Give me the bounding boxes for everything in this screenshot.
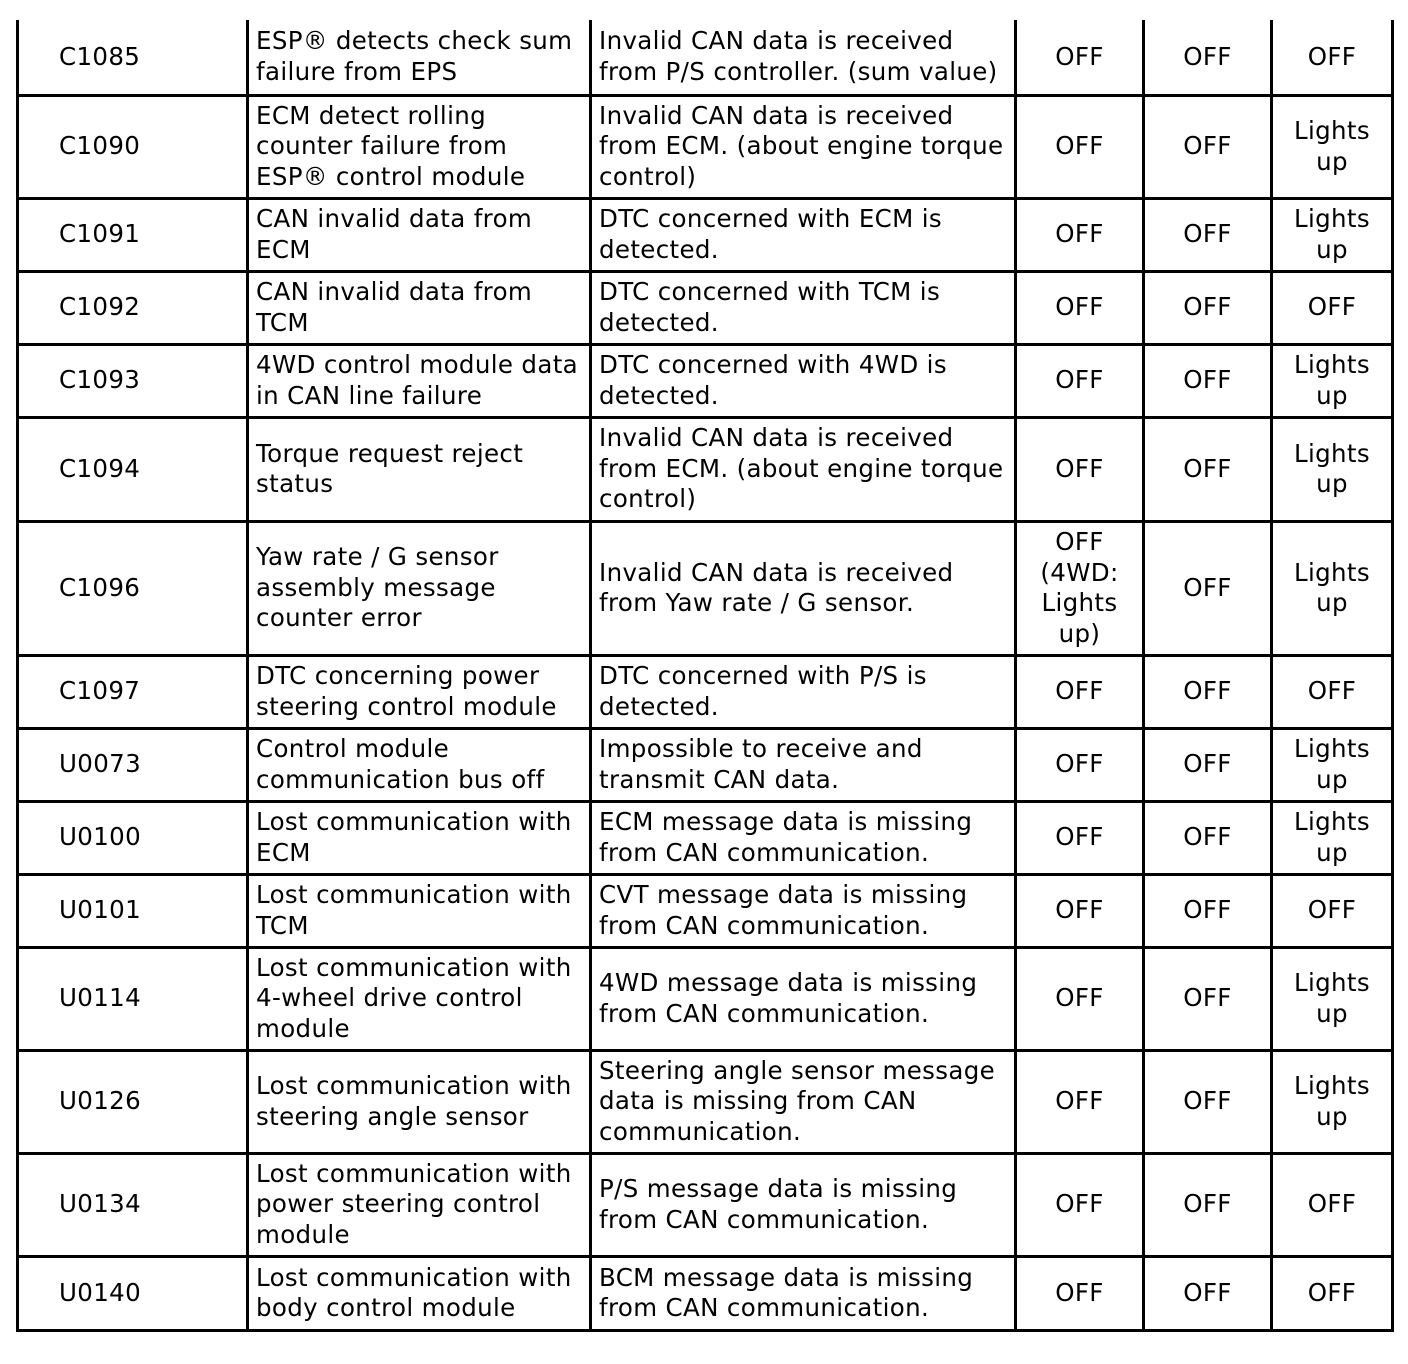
detected-item-cell: ESP® detects check sum failure from EPS <box>248 20 591 95</box>
lamp3-status-cell: Lights up <box>1272 521 1393 655</box>
table-row <box>18 417 1393 521</box>
lamp3-status-cell: Lights up <box>1272 947 1393 1050</box>
lamp2-status-cell: OFF <box>1144 1153 1272 1256</box>
lamp2-status-cell: OFF <box>1144 20 1272 95</box>
dtc-table <box>16 20 1394 1332</box>
dtc-code-cell: C1093 <box>18 344 248 417</box>
detected-item-cell: Lost communication with body control module <box>248 1256 591 1330</box>
detecting-condition-cell: Invalid CAN data is received from Yaw rate / G sensor. <box>591 521 1016 655</box>
dtc-code-cell: U0073 <box>18 728 248 801</box>
lamp2-status-cell: OFF <box>1144 198 1272 271</box>
dtc-code-cell: U0101 <box>18 874 248 947</box>
lamp1-status-cell: OFF <box>1016 655 1144 728</box>
lamp1-status-cell: OFF <box>1016 1256 1144 1330</box>
lamp3-status-cell: Lights up <box>1272 344 1393 417</box>
lamp3-status-cell: OFF <box>1272 655 1393 728</box>
table-row <box>18 947 1393 1050</box>
lamp1-status-cell: OFF <box>1016 417 1144 521</box>
dtc-code-cell: C1092 <box>18 271 248 344</box>
lamp1-status-cell: OFF <box>1016 1153 1144 1256</box>
detecting-condition-cell: 4WD message data is missing from CAN communication. <box>591 947 1016 1050</box>
table-row <box>18 271 1393 344</box>
dtc-code-cell: C1091 <box>18 198 248 271</box>
table-row <box>18 521 1393 655</box>
lamp2-status-cell: OFF <box>1144 801 1272 874</box>
detected-item-cell: CAN invalid data from ECM <box>248 198 591 271</box>
lamp1-status-cell: OFF (4WD: Lights up) <box>1016 521 1144 655</box>
detected-item-cell: Lost communication with TCM <box>248 874 591 947</box>
lamp1-status-cell: OFF <box>1016 271 1144 344</box>
table-row <box>18 655 1393 728</box>
lamp2-status-cell: OFF <box>1144 874 1272 947</box>
lamp1-status-cell: OFF <box>1016 728 1144 801</box>
detected-item-cell: Yaw rate / G sensor assembly message counter error <box>248 521 591 655</box>
table-row <box>18 1153 1393 1256</box>
detected-item-cell: Lost communication with ECM <box>248 801 591 874</box>
detected-item-cell: 4WD control module data in CAN line failure <box>248 344 591 417</box>
table-row <box>18 198 1393 271</box>
lamp1-status-cell: OFF <box>1016 20 1144 95</box>
lamp3-status-cell: OFF <box>1272 1256 1393 1330</box>
table-row <box>18 874 1393 947</box>
table-row <box>18 728 1393 801</box>
detecting-condition-cell: Impossible to receive and transmit CAN data. <box>591 728 1016 801</box>
detected-item-cell: Lost communication with steering angle sensor <box>248 1050 591 1153</box>
detected-item-cell: DTC concerning power steering control module <box>248 655 591 728</box>
lamp3-status-cell: OFF <box>1272 874 1393 947</box>
dtc-code-cell: U0134 <box>18 1153 248 1256</box>
table-row <box>18 20 1393 95</box>
detected-item-cell: Lost communication with 4-wheel drive control module <box>248 947 591 1050</box>
dtc-code-cell: C1097 <box>18 655 248 728</box>
dtc-code-cell: U0140 <box>18 1256 248 1330</box>
lamp3-status-cell: OFF <box>1272 20 1393 95</box>
detected-item-cell: CAN invalid data from TCM <box>248 271 591 344</box>
lamp1-status-cell: OFF <box>1016 95 1144 198</box>
detecting-condition-cell: Invalid CAN data is received from P/S controller. (sum value) <box>591 20 1016 95</box>
lamp3-status-cell: Lights up <box>1272 1050 1393 1153</box>
detecting-condition-cell: Invalid CAN data is received from ECM. (about engine torque control) <box>591 417 1016 521</box>
detecting-condition-cell: Invalid CAN data is received from ECM. (about engine torque control) <box>591 95 1016 198</box>
lamp2-status-cell: OFF <box>1144 271 1272 344</box>
dtc-code-cell: C1094 <box>18 417 248 521</box>
table-row <box>18 801 1393 874</box>
lamp3-status-cell: Lights up <box>1272 801 1393 874</box>
detecting-condition-cell: Steering angle sensor message data is missing from CAN communication. <box>591 1050 1016 1153</box>
lamp2-status-cell: OFF <box>1144 521 1272 655</box>
lamp2-status-cell: OFF <box>1144 1256 1272 1330</box>
detected-item-cell: ECM detect rolling counter failure from ESP® control module <box>248 95 591 198</box>
lamp3-status-cell: Lights up <box>1272 95 1393 198</box>
lamp1-status-cell: OFF <box>1016 1050 1144 1153</box>
lamp3-status-cell: Lights up <box>1272 417 1393 521</box>
lamp3-status-cell: OFF <box>1272 271 1393 344</box>
detecting-condition-cell: P/S message data is missing from CAN communication. <box>591 1153 1016 1256</box>
table-row <box>18 1256 1393 1330</box>
lamp2-status-cell: OFF <box>1144 344 1272 417</box>
dtc-code-cell: C1096 <box>18 521 248 655</box>
detecting-condition-cell: DTC concerned with ECM is detected. <box>591 198 1016 271</box>
dtc-code-cell: U0114 <box>18 947 248 1050</box>
lamp2-status-cell: OFF <box>1144 728 1272 801</box>
lamp2-status-cell: OFF <box>1144 417 1272 521</box>
detected-item-cell: Control module communication bus off <box>248 728 591 801</box>
dtc-code-cell: U0100 <box>18 801 248 874</box>
table-row <box>18 1050 1393 1153</box>
lamp3-status-cell: Lights up <box>1272 198 1393 271</box>
table-row <box>18 95 1393 198</box>
detecting-condition-cell: CVT message data is missing from CAN communication. <box>591 874 1016 947</box>
detecting-condition-cell: DTC concerned with 4WD is detected. <box>591 344 1016 417</box>
lamp1-status-cell: OFF <box>1016 344 1144 417</box>
table-row <box>18 344 1393 417</box>
lamp3-status-cell: OFF <box>1272 1153 1393 1256</box>
lamp2-status-cell: OFF <box>1144 1050 1272 1153</box>
lamp1-status-cell: OFF <box>1016 874 1144 947</box>
detecting-condition-cell: BCM message data is missing from CAN communication. <box>591 1256 1016 1330</box>
lamp2-status-cell: OFF <box>1144 947 1272 1050</box>
detecting-condition-cell: ECM message data is missing from CAN communication. <box>591 801 1016 874</box>
lamp1-status-cell: OFF <box>1016 801 1144 874</box>
detected-item-cell: Lost communication with power steering control module <box>248 1153 591 1256</box>
lamp2-status-cell: OFF <box>1144 655 1272 728</box>
dtc-code-cell: C1085 <box>18 20 248 95</box>
dtc-code-cell: C1090 <box>18 95 248 198</box>
lamp1-status-cell: OFF <box>1016 198 1144 271</box>
detecting-condition-cell: DTC concerned with P/S is detected. <box>591 655 1016 728</box>
lamp2-status-cell: OFF <box>1144 95 1272 198</box>
dtc-code-cell: U0126 <box>18 1050 248 1153</box>
lamp3-status-cell: Lights up <box>1272 728 1393 801</box>
detecting-condition-cell: DTC concerned with TCM is detected. <box>591 271 1016 344</box>
lamp1-status-cell: OFF <box>1016 947 1144 1050</box>
detected-item-cell: Torque request reject status <box>248 417 591 521</box>
